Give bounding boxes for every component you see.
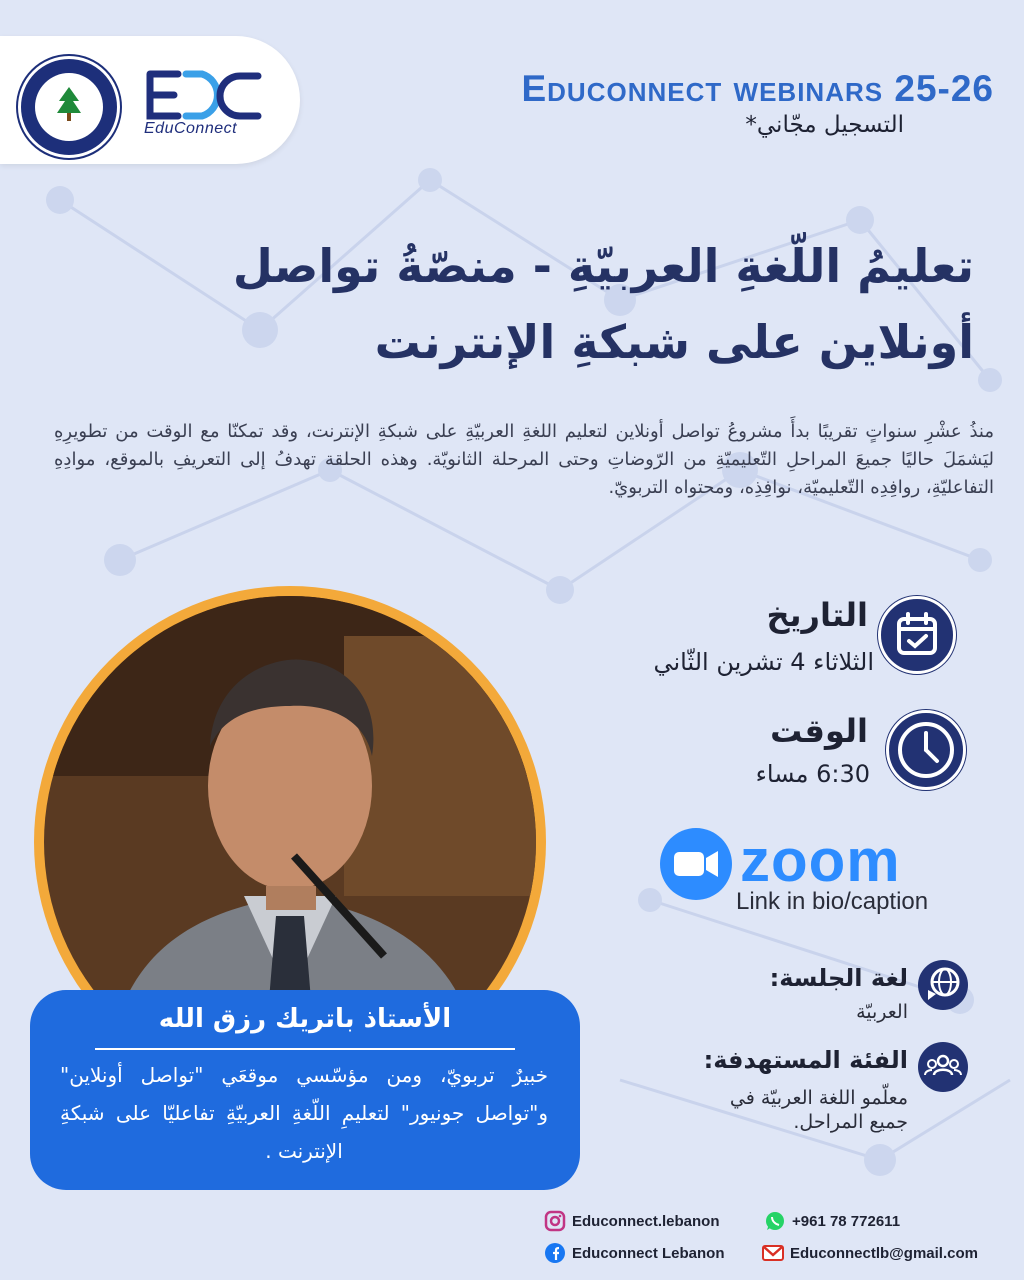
title-line-2: أونلاين على شبكةِ الإنترنت [374, 315, 974, 369]
target-audience-line-1: معلّمو اللغة العربيّة في [729, 1087, 908, 1109]
cedar-icon [57, 87, 81, 121]
zoom-logo-text: zoom [740, 827, 901, 894]
facebook-page: Educonnect Lebanon [572, 1244, 725, 1262]
session-language-label: لغة الجلسة: [769, 964, 908, 992]
time-value: 6:30 مساء [755, 760, 870, 788]
speaker-name: الأستاذ باتريك رزق الله [158, 1004, 452, 1034]
facebook-contact[interactable] [544, 1242, 725, 1264]
email-address: Educonnectlb@gmail.com [790, 1244, 978, 1262]
divider [95, 1048, 515, 1050]
speaker-card [30, 990, 580, 1190]
email-icon [762, 1242, 784, 1264]
calendar-icon-badge [878, 596, 956, 674]
zoom-camera-icon [658, 826, 734, 902]
description-paragraph: منذُ عشْرِ سنواتٍ تقريبًا بدأَ مشروعُ تواصل أونلاين لتعليم اللغةِ العربيّةِ على شبكةِ الإنترنت، وقد تمكنّا مع الوقت من تطويرِهِ ليَشمَلَ حاليًا جميعَ المراحلِ التّعليميّةِ من الرّوضاتِ وحتى المرحلة الثانويّة. وهذه الحلقة تهدفُ إلى التعريفِ بالموقع، موادِهِ التفاعليّةِ، روافِدِه التّعليميّة، نوافِذِه، ومحتواه التربويّ. [54, 421, 994, 498]
brand-name: EduConnect [144, 120, 238, 137]
webinar-series-title: Educonnect webinars 25-26 [521, 68, 994, 109]
zoom-link-caption: Link in bio/caption [736, 888, 929, 915]
calendar-icon [881, 599, 953, 671]
title-line-1: تعليمُ اللّغةِ العربيّةِ - منصّةُ تواصل [232, 239, 974, 293]
whatsapp-number: +961 78 772611 [792, 1212, 901, 1230]
date-value: الثلاثاء 4 تشرين الثّاني [653, 648, 874, 676]
educonnect-logo-mark [140, 66, 266, 126]
page-title [74, 228, 974, 380]
target-audience-value [730, 1086, 908, 1134]
clock-icon-badge [886, 710, 966, 790]
group-icon-badge [918, 1042, 968, 1092]
whatsapp-contact[interactable] [764, 1210, 900, 1232]
instagram-handle: Educonnect.lebanon [572, 1212, 720, 1230]
target-audience-label: الفئة المستهدفة: [703, 1046, 908, 1074]
instagram-contact[interactable] [544, 1210, 720, 1232]
registration-note: *التسجيل مجّاني [745, 112, 904, 138]
target-audience-line-2: جميع المراحل. [793, 1111, 908, 1133]
facebook-icon [544, 1242, 566, 1264]
globe-chat-icon-badge [918, 960, 968, 1010]
whatsapp-icon [764, 1210, 786, 1232]
session-language-value: العربيّة [856, 1001, 908, 1023]
date-label: التاريخ [766, 596, 868, 634]
teachers-union-seal-logo [18, 56, 120, 158]
logo-panel [0, 36, 300, 164]
globe-chat-icon [918, 960, 968, 1010]
speaker-bio: خبيرٌ تربويّ، ومن مؤسّسي موقعَي "تواصل أونلاين" و"تواصل جونيور" لتعليمِ اللّغةِ العربيّةِ تفاعليّا على شبكةِ الإنترنت . [60, 1063, 548, 1163]
time-label: الوقت [770, 712, 868, 750]
email-contact[interactable] [762, 1242, 978, 1264]
clock-icon [889, 713, 963, 787]
instagram-icon [544, 1210, 566, 1232]
group-icon [918, 1042, 968, 1092]
